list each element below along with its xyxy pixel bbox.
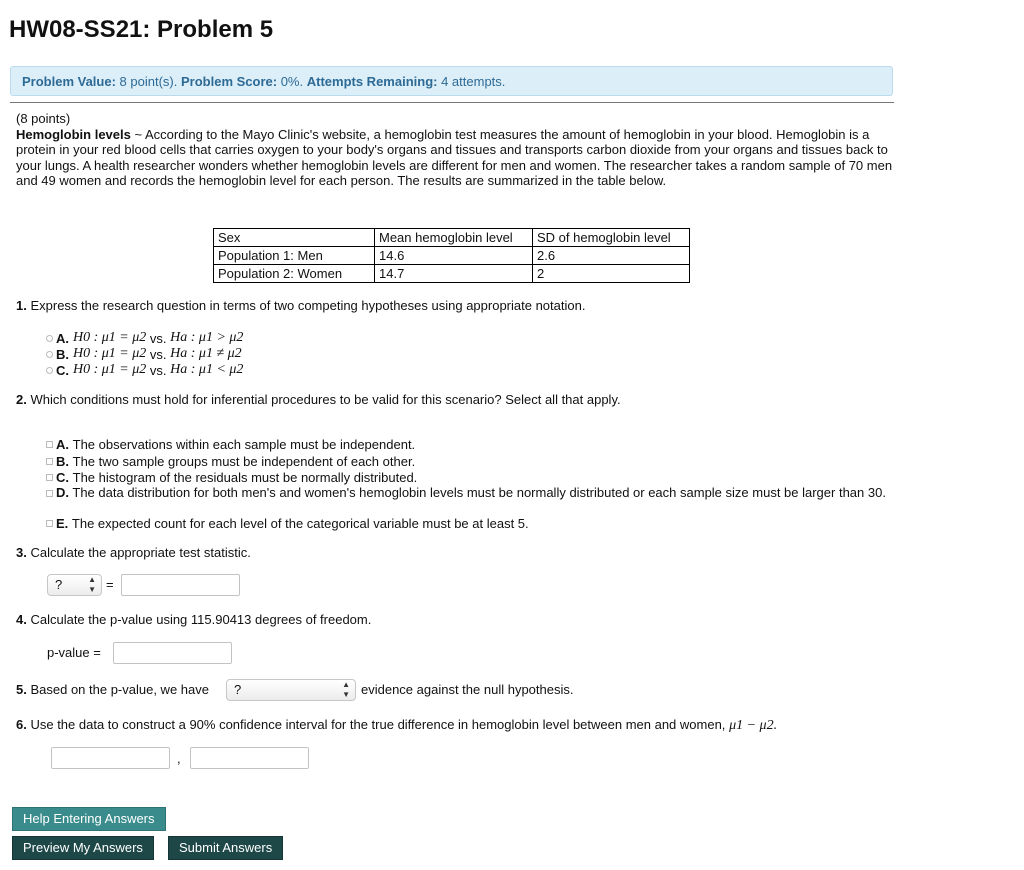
q2-option-a[interactable] (46, 436, 415, 452)
table-cell: 14.6 (375, 247, 533, 265)
question-text: Based on the p-value, we have (30, 682, 209, 697)
summary-table (213, 228, 690, 283)
question-text-after: evidence against the null hypothesis. (361, 682, 574, 697)
question-text: Use the data to construct a 90% confidence interval for the true difference in hemoglobin level between men and women, (30, 717, 726, 732)
problem-value-label: Problem Value: (22, 74, 116, 89)
p-value-input[interactable] (113, 642, 232, 664)
radio-button[interactable] (46, 367, 53, 374)
evidence-select[interactable] (226, 679, 356, 701)
checkbox[interactable] (46, 520, 53, 527)
question-5 (16, 682, 209, 697)
option-label: E. (56, 515, 69, 531)
table-cell: 2.6 (533, 247, 690, 265)
question-2 (16, 392, 621, 407)
option-label: A. (56, 330, 69, 346)
q2-option-c[interactable] (46, 469, 417, 485)
null-hypothesis: H0 : μ1 = μ2 (73, 362, 147, 377)
question-text: Calculate the p-value using 115.90413 degrees of freedom. (30, 612, 372, 627)
intro-paragraph (16, 127, 896, 189)
ci-upper-input[interactable] (190, 747, 309, 769)
option-text: The data distribution for both men's and women's hemoglobin levels must be normally distributed or each sample size must be larger than 30. (72, 485, 886, 500)
question-1 (16, 298, 585, 313)
table-cell: Population 2: Women (214, 265, 375, 283)
radio-button[interactable] (46, 335, 53, 342)
intro-body: According to the Mayo Clinic's website, a hemoglobin test measures the amount of hemoglobin in your blood. Hemoglobin is a protein in your red blood cells that carries oxygen to your body's organs and tissues and transports carbon dioxide from your organs and tissues back to your lungs. A health researcher wonders whether hemoglobin levels are different for men and women. The researcher takes a random sample of 70 men and 49 women and records the hemoglobin level for each person. The results are summarized in the table below. (16, 126, 893, 188)
preview-answers-button[interactable]: Preview My Answers (12, 836, 154, 860)
equals-sign: = (106, 577, 114, 592)
table-cell: 2 (533, 265, 690, 283)
attempts-remaining-label: Attempts Remaining: (306, 74, 438, 89)
p-value-label: p-value = (47, 645, 101, 660)
comma-separator: , (177, 751, 181, 766)
select-value: ? (234, 682, 242, 697)
table-header: Mean hemoglobin level (375, 229, 533, 247)
question-number: 4. (16, 612, 27, 627)
null-hypothesis: H0 : μ1 = μ2 (73, 346, 147, 361)
option-label: A. (56, 436, 69, 452)
updown-arrows-icon: ▲ ▼ (88, 575, 96, 594)
table-cell: 14.7 (375, 265, 533, 283)
topic-heading: Hemoglobin levels (16, 126, 131, 142)
checkbox[interactable] (46, 441, 53, 448)
option-label: C. (56, 469, 69, 485)
page-title: HW08-SS21: Problem 5 (9, 16, 274, 43)
table-row (214, 265, 690, 283)
option-text: The expected count for each level of the categorical variable must be at least 5. (71, 515, 529, 531)
question-number: 3. (16, 545, 27, 560)
topic-separator: ~ (130, 126, 145, 142)
ci-lower-input[interactable] (51, 747, 170, 769)
q1-option-b[interactable] (46, 346, 242, 362)
question-number: 1. (16, 298, 27, 313)
table-row (214, 247, 690, 265)
test-statistic-input[interactable] (121, 574, 240, 596)
option-label: D. (56, 485, 69, 500)
checkbox[interactable] (46, 490, 53, 497)
submit-answers-button[interactable]: Submit Answers (168, 836, 283, 860)
question-text: Which conditions must hold for inferential procedures to be valid for this scenario? Select all that apply. (30, 392, 621, 407)
question-number: 6. (16, 717, 27, 732)
divider (10, 102, 894, 103)
vs-text: vs. (149, 346, 167, 362)
option-text: The two sample groups must be independent of each other. (72, 453, 416, 469)
q2-option-b[interactable] (46, 453, 415, 469)
option-label: C. (56, 362, 69, 378)
vs-text: vs. (149, 330, 167, 346)
table-cell: Population 1: Men (214, 247, 375, 265)
option-label: B. (56, 346, 69, 362)
table-header: SD of hemoglobin level (533, 229, 690, 247)
option-text: The observations within each sample must be independent. (72, 436, 416, 452)
question-text: Calculate the appropriate test statistic. (30, 545, 251, 560)
q2-option-d[interactable] (46, 485, 886, 501)
problem-score-text: 0%. (280, 74, 304, 89)
null-hypothesis: H0 : μ1 = μ2 (73, 330, 147, 345)
problem-value-text: 8 point(s). (119, 74, 178, 89)
problem-intro (16, 111, 896, 189)
problem-score-label: Problem Score: (180, 74, 278, 89)
table-header-row (214, 229, 690, 247)
alternative-hypothesis: Ha : μ1 > μ2 (170, 330, 244, 345)
checkbox[interactable] (46, 458, 53, 465)
problem-info-bar (10, 66, 893, 96)
attempts-remaining-text: 4 attempts. (441, 74, 506, 89)
question-4 (16, 612, 371, 627)
vs-text: vs. (149, 362, 167, 378)
select-value: ? (55, 577, 63, 592)
alternative-hypothesis: Ha : μ1 ≠ μ2 (170, 346, 242, 361)
alternative-hypothesis: Ha : μ1 < μ2 (170, 362, 244, 377)
radio-button[interactable] (46, 351, 53, 358)
option-text: The histogram of the residuals must be normally distributed. (72, 469, 418, 485)
points-text: (8 points) (16, 111, 71, 126)
table-header: Sex (214, 229, 375, 247)
q2-option-e[interactable] (46, 515, 529, 531)
q1-option-c[interactable] (46, 362, 243, 378)
q1-option-a[interactable] (46, 330, 243, 346)
checkbox[interactable] (46, 474, 53, 481)
question-number: 2. (16, 392, 27, 407)
question-number: 5. (16, 682, 27, 697)
option-label: B. (56, 453, 69, 469)
difference-notation: μ1 − μ2. (729, 718, 778, 733)
help-entering-answers-button[interactable]: Help Entering Answers (12, 807, 166, 831)
test-statistic-select[interactable] (47, 574, 102, 596)
updown-arrows-icon: ▲ ▼ (342, 680, 350, 699)
question-text: Express the research question in terms of two competing hypotheses using appropriate notation. (30, 298, 586, 313)
question-6 (16, 717, 777, 734)
question-3 (16, 545, 251, 560)
